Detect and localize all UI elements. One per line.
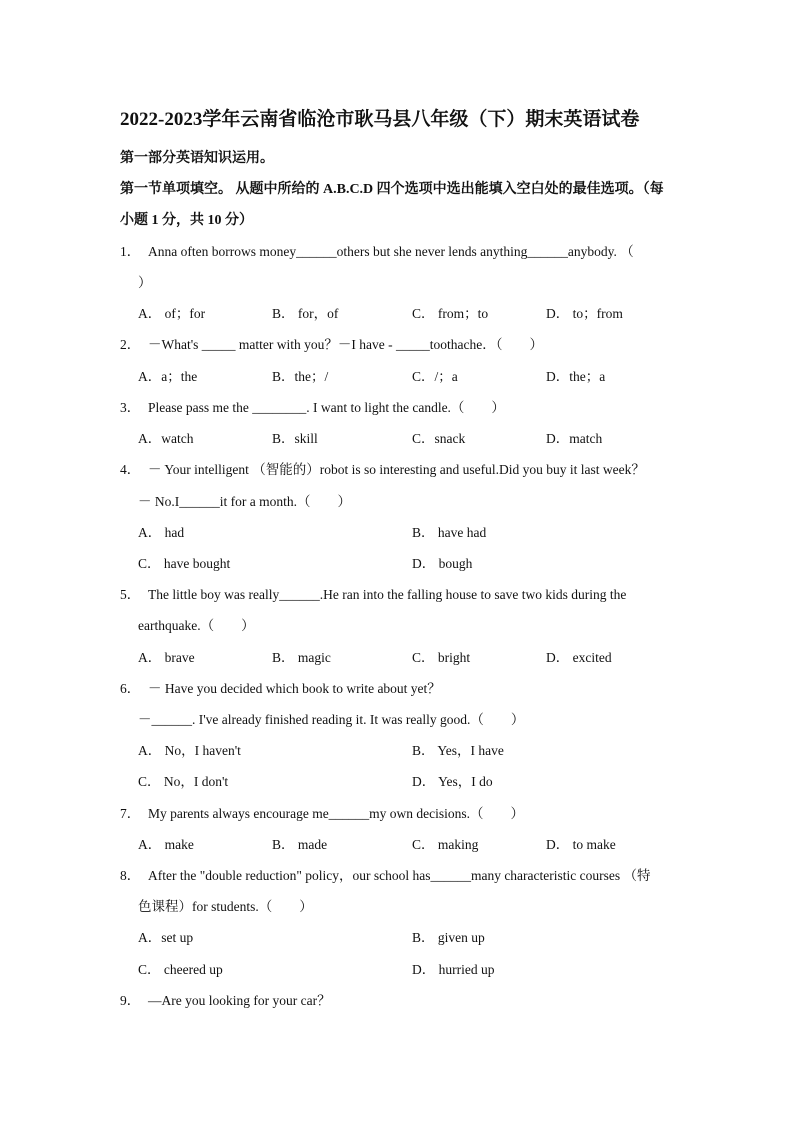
page-title: 2022-2023学年云南省临沧市耿马县八年级（下）期末英语试卷	[120, 109, 640, 130]
question-text: My parents always encourage me______my own decisions.（ ）	[148, 806, 525, 821]
question-text: The little boy was really______.He ran into the falling house to save two kids during the	[148, 587, 627, 602]
option-a: A．watch	[138, 431, 194, 446]
question-text: —Are you looking for your car？	[148, 993, 331, 1008]
question-text: － Have you decided which book to write about yet？	[148, 681, 441, 696]
section-instruction-line2: 小题 1 分，共 10 分）	[120, 213, 253, 228]
question-1-line2: ）	[138, 275, 152, 290]
option-b: B． magic	[272, 650, 331, 665]
option-b: B． for，of	[272, 306, 339, 321]
question-number: 8．	[120, 868, 141, 883]
question-number: 6．	[120, 681, 141, 696]
section-instruction-line1: 第一节单项填空。 从题中所给的 A.B.C.D 四个选项中选出能填入空白处的最佳选项。（每	[120, 182, 664, 197]
question-number: 3．	[120, 400, 141, 415]
question-text: Please pass me the ________. I want to light the candle.（ ）	[148, 400, 505, 415]
question-number: 9．	[120, 993, 141, 1008]
question-9	[120, 989, 331, 1009]
question-number: 4．	[120, 462, 141, 477]
question-number: 1．	[120, 244, 141, 259]
question-text: －What's _____ matter with you？－I have - _____toothache．（ ）	[148, 337, 543, 352]
option-a: A． No，I haven't	[138, 743, 241, 758]
question-8-line2: 色课程）for students.（ ）	[138, 899, 313, 914]
option-d: D． Yes，I do	[412, 774, 493, 789]
option-a: A． of；for	[138, 306, 206, 321]
question-text: － Your intelligent （智能的）robot is so interesting and useful.Did you buy it last week？	[148, 462, 645, 477]
question-number: 7．	[120, 806, 141, 821]
option-a: A． had	[138, 525, 185, 540]
question-number: 2．	[120, 337, 141, 352]
question-number: 5．	[120, 587, 141, 602]
question-2	[120, 333, 543, 353]
question-6-line2: －______. I've already finished reading it. It was really good.（ ）	[138, 712, 525, 727]
option-a: A． brave	[138, 650, 195, 665]
question-4-line2: － No.I______it for a month.（ ）	[138, 494, 351, 509]
option-c: C． cheered up	[138, 962, 223, 977]
option-b: B．the；/	[272, 369, 329, 384]
question-8	[120, 864, 651, 884]
option-d: D．the；a	[546, 369, 606, 384]
option-a: A．set up	[138, 930, 194, 945]
part-heading: 第一部分英语知识运用。	[120, 151, 274, 166]
option-b: B． Yes，I have	[412, 743, 504, 758]
option-c: C． from；to	[412, 306, 489, 321]
question-6	[120, 677, 441, 697]
option-d: D． hurried up	[412, 962, 495, 977]
question-5	[120, 583, 626, 603]
option-b: B． have had	[412, 525, 487, 540]
option-c: C． No，I don't	[138, 774, 229, 789]
option-b: B．skill	[272, 431, 318, 446]
option-c: C． have bought	[138, 556, 231, 571]
question-7	[120, 802, 524, 822]
option-a: A．a；the	[138, 369, 198, 384]
option-b: B． made	[272, 837, 328, 852]
option-d: D． bough	[412, 556, 473, 571]
option-b: B． given up	[412, 930, 485, 945]
option-d: D． to；from	[546, 306, 623, 321]
option-d: D．match	[546, 431, 603, 446]
question-1	[120, 240, 634, 260]
option-c: C．/；a	[412, 369, 458, 384]
option-a: A． make	[138, 837, 194, 852]
question-3	[120, 396, 505, 416]
option-c: C． making	[412, 837, 479, 852]
question-4	[120, 458, 645, 478]
option-d: D． excited	[546, 650, 612, 665]
option-c: C．snack	[412, 431, 466, 446]
option-c: C． bright	[412, 650, 471, 665]
question-5-line2: earthquake.（ ）	[138, 618, 255, 633]
question-text: After the "double reduction" policy，our school has______many characteristic courses （特	[148, 868, 651, 883]
question-text: Anna often borrows money______others but she never lends anything______anybody. （	[148, 244, 634, 259]
option-d: D． to make	[546, 837, 616, 852]
